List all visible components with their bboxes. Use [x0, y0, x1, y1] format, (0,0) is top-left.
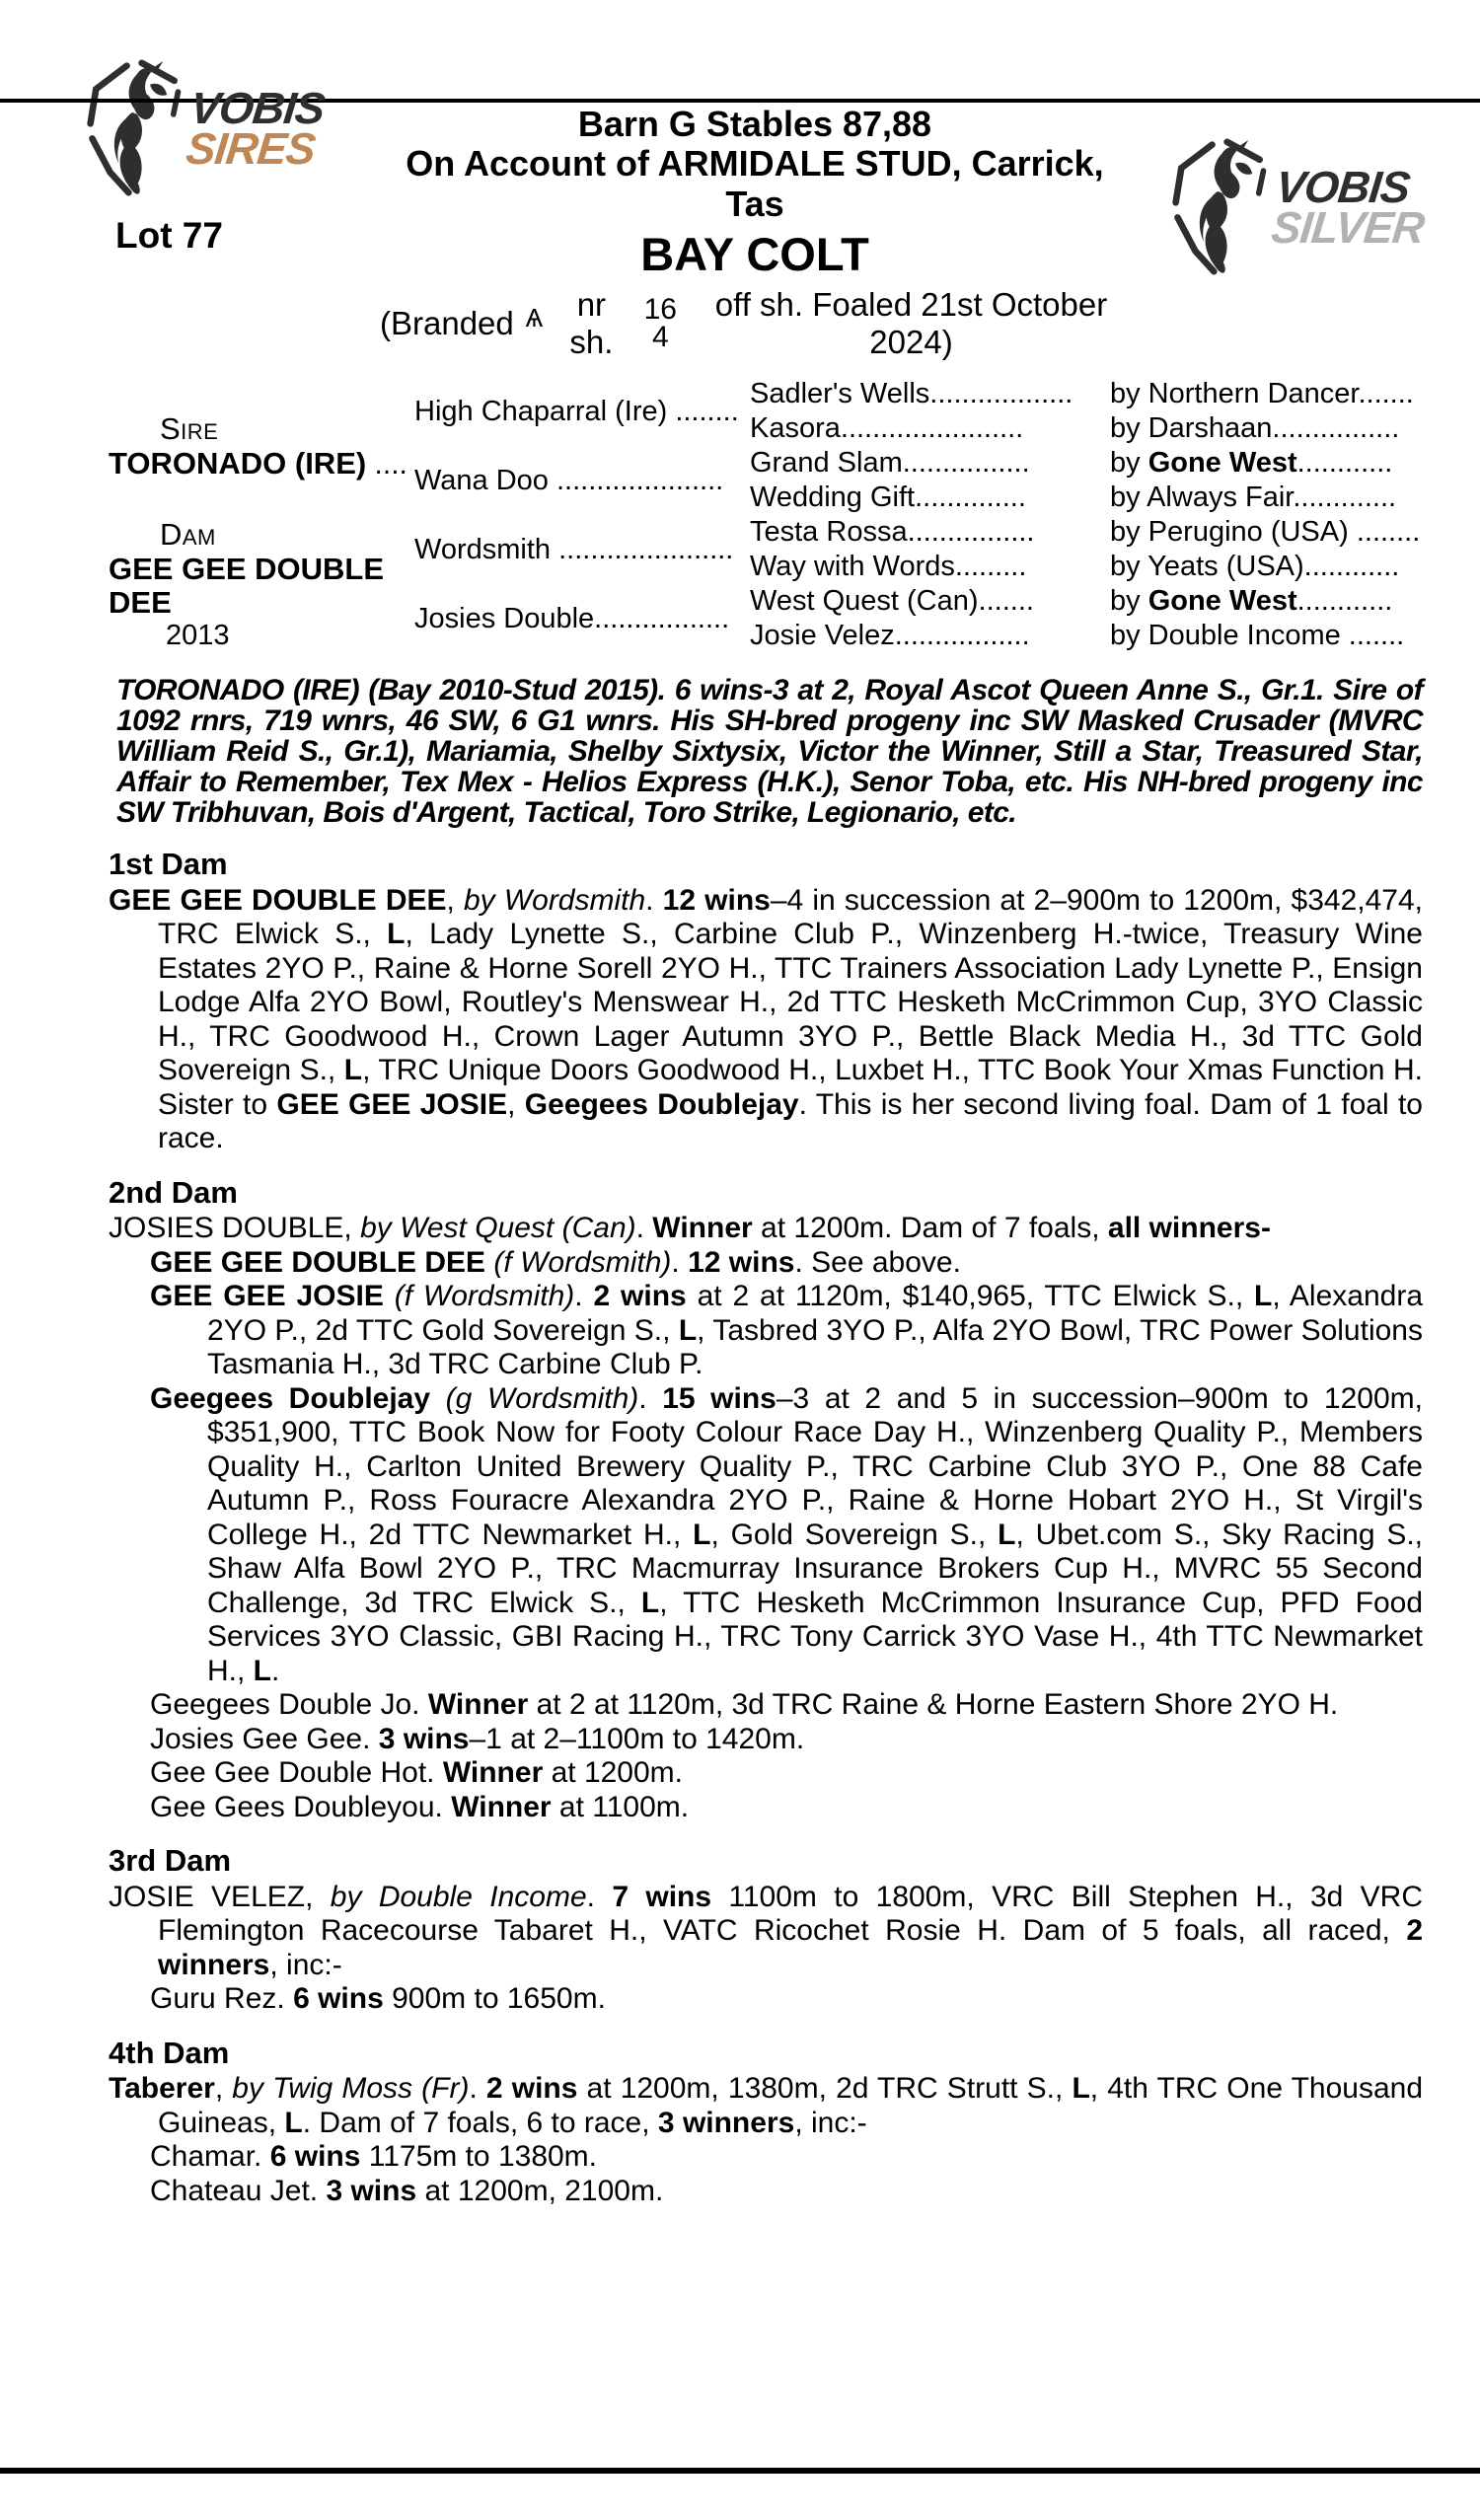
ancestor-sire: by Gone West............ [1110, 447, 1393, 480]
great-grandparents [750, 584, 1423, 653]
grandparent-name: High Chaparral (Ire) ........ [414, 395, 739, 427]
page-title: BAY COLT [640, 227, 869, 280]
pedigree-sire-half [109, 377, 1423, 515]
ancestor-name: Grand Slam................ [750, 447, 1030, 480]
dam-paragraph: JOSIES DOUBLE, by West Quest (Can). Winner at 1200m. Dam of 7 foals, all winners- [109, 1212, 1271, 1245]
section-3rd-dam [109, 1844, 1423, 2017]
ancestor-name: Sadler's Wells.................. [750, 378, 1073, 410]
pedigree-pair [414, 584, 1423, 653]
branded-line [380, 286, 1130, 361]
progeny-paragraph: Geegees Doublejay (g Wordsmith). 15 wins–3 at 2 and 5 in succession–900m to 1200m, $351,900, TTC Book Now for Footy Colour Race Day H., Winzenberg Quality P., Members Quality H., Carlton United Brewery Quality P., TRC Carbine Club 3YO P., One 88 Cafe Autumn P., Ross Fouracre Alexandra 2YO P., Raine & Horne Hobart 2YO H., St Virgil's College H., 2d TTC Newmarket H., L, Gold Sovereign S., L, Ubet.com S., Sky Racing S., Shaw Alfa Bowl 2YO P., TRC Macmurray Insurance Brokers Cup H., MVRC 55 Second Challenge, 3d TRC Elwick S., L, TTC Hesketh McCrimmon Insurance Cup, PFD Food Services 3YO Classic, GBI Racing H., TRC Tony Carrick 3YO Vase H., 4th TTC Newmarket H., L. [150, 1381, 1423, 1687]
great-grandparents [750, 377, 1423, 446]
progeny-paragraph: Chateau Jet. 3 wins at 1200m, 2100m. [150, 2174, 664, 2207]
logo-word-silver: SILVER [1269, 202, 1427, 254]
vobis-sires-wordmark [184, 82, 327, 174]
barn-line: Barn G Stables 87,88 [577, 104, 932, 144]
pedigree-row [750, 584, 1423, 619]
ancestor-name: Wedding Gift.............. [750, 482, 1026, 514]
brand-fraction [640, 292, 681, 354]
vobis-horse-icon [84, 53, 186, 203]
section-heading: 3rd Dam [109, 1843, 232, 1879]
ancestor-sire: by Double Income ....... [1110, 620, 1405, 652]
dam-cell [109, 515, 414, 653]
vobis-horse-icon [1169, 132, 1272, 282]
brand-fraction-bottom: 4 [651, 321, 669, 354]
pedigree-dam-half [109, 515, 1423, 653]
progeny-paragraph: Gee Gees Doubleyou. Winner at 1100m. [150, 1790, 690, 1823]
ancestor-sire: by Northern Dancer....... [1110, 378, 1414, 410]
brand-mark-icon: Ѧ [525, 302, 544, 333]
ancestor-name: West Quest (Can)....... [750, 585, 1034, 618]
dam-role-label: Dam [160, 516, 216, 552]
great-grandparents [750, 515, 1423, 584]
ancestor-name: Josie Velez................. [750, 620, 1030, 652]
account-line: On Account of ARMIDALE STUD, Carrick, Tas [406, 143, 1104, 224]
dam-paragraph: Taberer, by Twig Moss (Fr). 2 wins at 1200m, 1380m, 2d TRC Strutt S., L, 4th TRC One Thousand Guineas, L. Dam of 7 foals, 6 to race, 3 winners, inc:- [109, 2072, 1424, 2139]
dam-paragraph: GEE GEE DOUBLE DEE, by Wordsmith. 12 wins–4 in succession at 2–900m to 1200m, $342,474, TRC Elwick S., L, Lady Lynette S., Carbine Club P., Winzenberg H.-twice, Treasury Wine Estates 2YO P., Raine & Horne Sorell 2YO H., TTC Trainers Association Lady Lynette P., Ensign Lodge Alfa 2YO Bowl, Routley's Menswear H., 2d TTC Hesketh McCrimmon Cup, 3YO Classic H., TRC Goodwood H., Crown Lager Autumn 3YO P., Bettle Black Media H., 3d TTC Gold Sovereign S., L, TRC Unique Doors Goodwood H., Luxbet H., TTC Book Your Xmas Function H. Sister to GEE GEE JOSIE, Geegees Doublejay. This is her second living foal. Dam of 1 foal to race. [109, 883, 1423, 1155]
dam-ancestors [414, 515, 1423, 653]
progeny-paragraph: Gee Gee Double Hot. Winner at 1200m. [150, 1756, 684, 1790]
ancestor-sire: by Darshaan................ [1110, 412, 1400, 445]
branded-post: off sh. Foaled 21st October 2024) [714, 286, 1108, 361]
pedigree-row [750, 550, 1423, 584]
progeny-paragraph: GEE GEE JOSIE (f Wordsmith). 2 wins at 2 at 1120m, $140,965, TTC Elwick S., L, Alexandra 2YO P., 2d TTC Gold Sovereign S., L, Tasbred 3YO P., Alfa 2YO Bowl, TRC Power Solutions Tasmania H., 3d TRC Carbine Club P. [150, 1280, 1424, 1381]
catalogue-page [0, 53, 1480, 2520]
sire-name [109, 447, 414, 481]
vobis-silver-wordmark [1269, 161, 1431, 254]
ancestor-sire: by Perugino (USA) ........ [1110, 516, 1421, 549]
ancestor-name: Testa Rossa................ [750, 516, 1035, 549]
great-grandparents [750, 446, 1423, 515]
sire-ancestors [414, 377, 1423, 515]
dam-name-text: GEE GEE DOUBLE DEE [109, 551, 385, 620]
section-heading: 1st Dam [109, 847, 228, 882]
brand-fraction-top: 16 [643, 292, 677, 326]
dam-name [109, 553, 414, 620]
logo-word-sires: SIRES [184, 123, 318, 174]
pedigree-row [750, 411, 1423, 446]
sire-role-label: Sire [160, 411, 219, 447]
ancestor-sire: by Gone West............ [1110, 585, 1393, 618]
bottom-rule [0, 2468, 1480, 2474]
pedigree-row [750, 481, 1423, 515]
ancestor-sire: by Always Fair............. [1110, 482, 1397, 514]
section-heading: 4th Dam [109, 2035, 230, 2070]
branded-mid: nr sh. [569, 286, 614, 361]
dam-year: 2013 [166, 619, 230, 651]
sire-summary-paragraph: TORONADO (IRE) (Bay 2010-Stud 2015). 6 wins-3 at 2, Royal Ascot Queen Anne S., Gr.1. Sire of 1092 rnrs, 719 wnrs, 46 SW, 6 G1 wnrs. His SH-bred progeny inc SW Masked Crusader (MVRC William Reid S., Gr.1), Mariamia, Shelby Sixtysix, Victor the Winner, Still a Star, Treasured Star, Affair to Remember, Tex Mex - Helios Express (H.K.), Senor Toba, etc. His NH-bred progeny inc SW Tribhuvan, Bois d'Argent, Tactical, Toro Strike, Legionario, etc. [116, 674, 1423, 830]
progeny-paragraph: Guru Rez. 6 wins 900m to 1650m. [150, 1982, 606, 2016]
grandparent-name: Josies Double................. [414, 602, 730, 634]
ancestor-sire: by Yeats (USA)............ [1110, 551, 1400, 583]
dam-paragraph: JOSIE VELEZ, by Double Income. 7 wins 1100m to 1800m, VRC Bill Stephen H., 3d VRC Flemington Racecourse Tabaret H., VATC Ricochet Rosie H. Dam of 5 foals, all raced, 2 winners, inc:- [109, 1880, 1424, 1981]
section-1st-dam [109, 848, 1423, 1156]
sire-name-dots: .... [366, 448, 407, 482]
pedigree-pair [414, 377, 1423, 446]
dam-sections [109, 848, 1423, 2208]
logo-word-vobis: VOBIS [1273, 161, 1412, 212]
pedigree-row [750, 515, 1423, 550]
pedigree-row [750, 619, 1423, 653]
progeny-paragraph: Chamar. 6 wins 1175m to 1380m. [150, 2140, 598, 2174]
section-2nd-dam [109, 1176, 1423, 1825]
pedigree-row [750, 377, 1423, 411]
progeny-paragraph: Geegees Double Jo. Winner at 2 at 1120m, 3d TRC Raine & Horne Eastern Shore 2YO H. [150, 1688, 1339, 1722]
branded-pre: (Branded [380, 305, 514, 342]
pedigree-pair [414, 446, 1423, 515]
section-heading: 2nd Dam [109, 1174, 238, 1210]
sire-name-text: TORONADO (IRE) [109, 446, 367, 482]
grandparent-name: Wana Doo ..................... [414, 464, 724, 496]
vobis-sires-logo [84, 53, 380, 203]
ancestor-name: Kasora....................... [750, 412, 1024, 445]
logo-word-vobis: VOBIS [187, 82, 327, 133]
section-4th-dam [109, 2037, 1423, 2209]
pedigree-row [750, 446, 1423, 481]
lot-number: Lot 77 [115, 215, 223, 256]
progeny-paragraph: GEE GEE DOUBLE DEE (f Wordsmith). 12 wins. See above. [150, 1245, 961, 1279]
grandparent-name: Wordsmith ...................... [414, 533, 734, 565]
progeny-paragraph: Josies Gee Gee. 3 wins–1 at 2–1100m to 1420m. [150, 1722, 805, 1755]
ancestor-name: Way with Words......... [750, 551, 1027, 583]
pedigree-pair [414, 515, 1423, 584]
pedigree-table [109, 377, 1423, 653]
sire-cell [109, 377, 414, 515]
